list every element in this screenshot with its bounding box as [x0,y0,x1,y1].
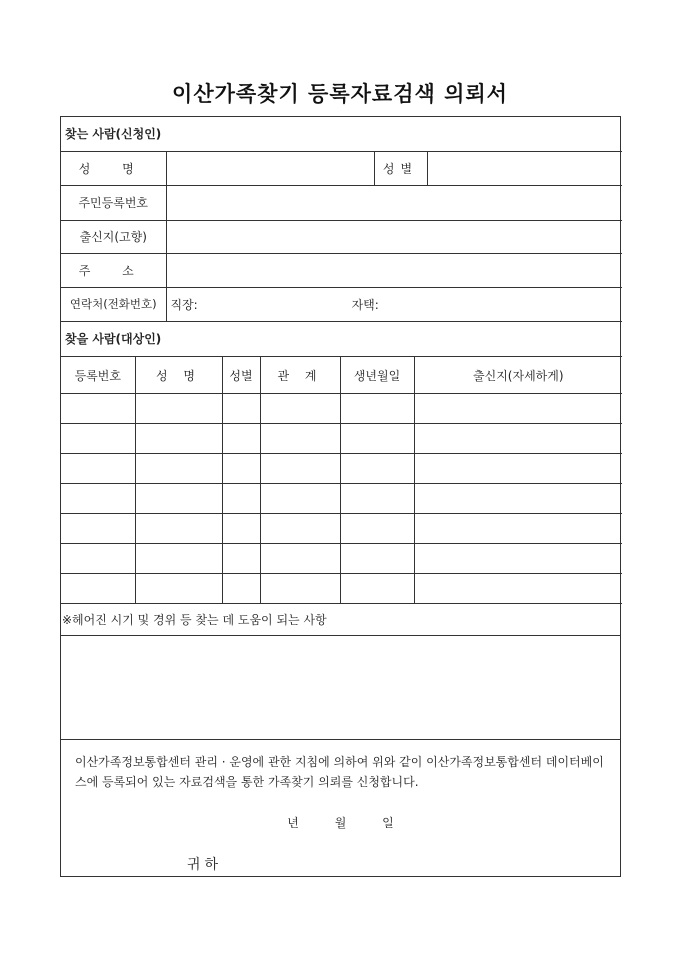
name-field[interactable] [166,151,374,185]
hometown-field[interactable] [166,220,622,253]
closing-section [61,740,620,880]
day-label: 일 [382,815,394,830]
rrn-field[interactable] [166,185,622,220]
gender-label: 성별 [374,151,427,185]
contact-field[interactable] [166,287,622,321]
applicant-table [61,117,622,322]
request-form [60,116,621,877]
col-relation: 관 계 [260,357,340,394]
table-row [61,394,622,424]
rrn-label: 주민등록번호 [61,185,166,220]
table-row [61,514,622,544]
target-section-title: 찾을 사람(대상인) [61,322,622,357]
notes-table [61,604,620,740]
notes-field[interactable] [61,635,620,739]
address-field[interactable] [166,253,622,287]
recipient-label: 귀하 [187,856,223,873]
year-label: 년 [287,815,299,830]
address-label: 주 소 [61,253,166,287]
home-phone-label: 자택: [351,297,379,312]
work-phone-label: 직장: [170,297,198,312]
target-table [61,322,622,605]
date-line [61,814,620,831]
col-registration-number: 등록번호 [61,357,135,394]
col-gender: 성별 [222,357,260,394]
applicant-section-title: 찾는 사람(신청인) [61,117,622,151]
col-hometown-detail: 출신지(자세하게) [414,357,622,394]
gender-field[interactable] [427,151,622,185]
closing-statement: 이산가족정보통합센터 관리 · 운영에 관한 지침에 의하여 위와 같이 이산가족정보통합센터 데이터베이스에 등록되어 있는 자료검색을 통한 가족찾기 의뢰를 신청합니다. [75,754,604,789]
contact-label: 연락처(전화번호) [61,287,166,321]
table-row [61,544,622,574]
table-row [61,424,622,454]
col-birthdate: 생년월일 [340,357,414,394]
hometown-label: 출신지(고향) [61,220,166,253]
name-label: 성 명 [61,151,166,185]
table-row [61,574,622,604]
col-name: 성 명 [135,357,222,394]
table-row [61,484,622,514]
target-header-row [61,357,622,394]
month-label: 월 [334,815,347,830]
notes-label: ※헤어진 시기 및 경위 등 찾는 데 도움이 되는 사항 [61,604,620,635]
table-row [61,454,622,484]
document-title: 이산가족찾기 등록자료검색 의뢰서 [172,81,508,106]
